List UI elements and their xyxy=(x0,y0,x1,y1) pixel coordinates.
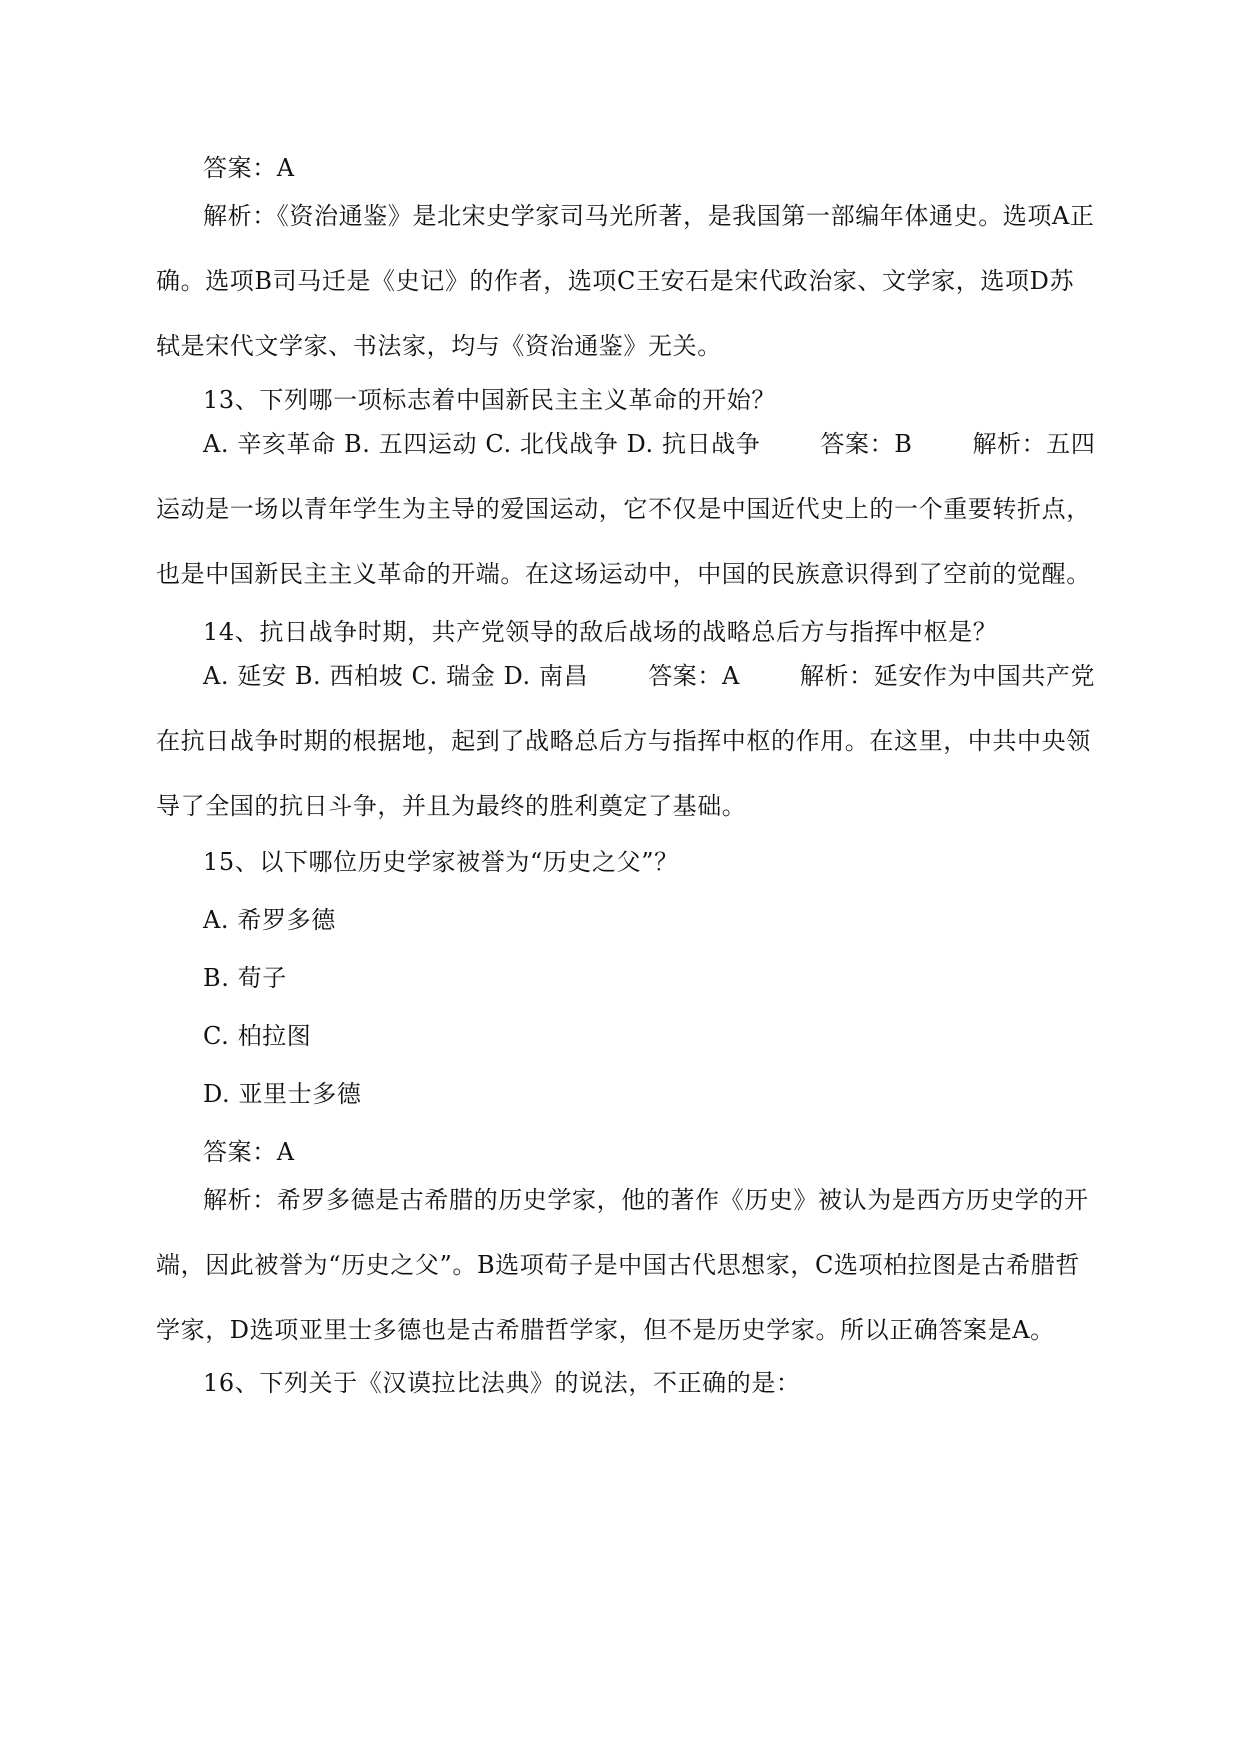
q15-answer: 答案：A xyxy=(203,1138,295,1166)
q14-options: A. 延安 B. 西柏坡 C. 瑞金 D. 南昌 xyxy=(203,662,589,690)
q15-option-c: C. 柏拉图 xyxy=(203,1022,312,1050)
q15-analysis: 解析：希罗多德是古希腊的历史学家，他的著作《历史》被认为是西方历史学的开端，因此被誉为“历史之父”。B选项荀子是中国古代思想家，C选项柏拉图是古希腊哲学家，D选项亚里士多德也是古希腊哲学家，但不是历史学家。所以正确答案是A。 xyxy=(156,1186,1089,1344)
q13-question: 13、下列哪一项标志着中国新民主主义革命的开始？ xyxy=(203,386,776,414)
q14-answer: 答案：A xyxy=(648,662,740,690)
q13-options: A. 辛亥革命 B. 五四运动 C. 北伐战争 D. 抗日战争 xyxy=(203,430,761,458)
q13-answer: 答案：B xyxy=(820,430,913,458)
q16-question: 16、下列关于《汉谟拉比法典》的说法，不正确的是： xyxy=(203,1369,801,1397)
q14-analysis: 解析：延安作为中国共产党在抗日战争时期的根据地，起到了战略总后方与指挥中枢的作用。在这里，中共中央领导了全国的抗日斗争，并且为最终的胜利奠定了基础。 xyxy=(156,662,1096,820)
q13-analysis: 解析：五四运动是一场以青年学生为主导的爱国运动，它不仅是中国近代史上的一个重要转折点，也是中国新民主主义革命的开端。在这场运动中，中国的民族意识得到了空前的觉醒。 xyxy=(156,430,1096,588)
q14-options-answer-analysis xyxy=(156,644,1096,839)
q15-question: 15、以下哪位历史学家被誉为“历史之父”？ xyxy=(203,848,679,876)
q14-question: 14、抗日战争时期，共产党领导的敌后战场的战略总后方与指挥中枢是？ xyxy=(203,618,998,646)
q12-analysis: 解析：《资治通鉴》是北宋史学家司马光所著，是我国第一部编年体通史。选项A正确。选项B司马迁是《史记》的作者，选项C王安石是宋代政治家、文学家，选项D苏轼是宋代文学家、书法家，均与《资治通鉴》无关。 xyxy=(156,202,1095,360)
q13-options-answer-analysis xyxy=(156,412,1096,607)
q12-answer: 答案：A xyxy=(203,154,295,182)
q15-option-b: B. 荀子 xyxy=(203,964,287,992)
q15-option-d: D. 亚里士多德 xyxy=(203,1080,362,1108)
q15-option-a: A. 希罗多德 xyxy=(203,906,336,934)
